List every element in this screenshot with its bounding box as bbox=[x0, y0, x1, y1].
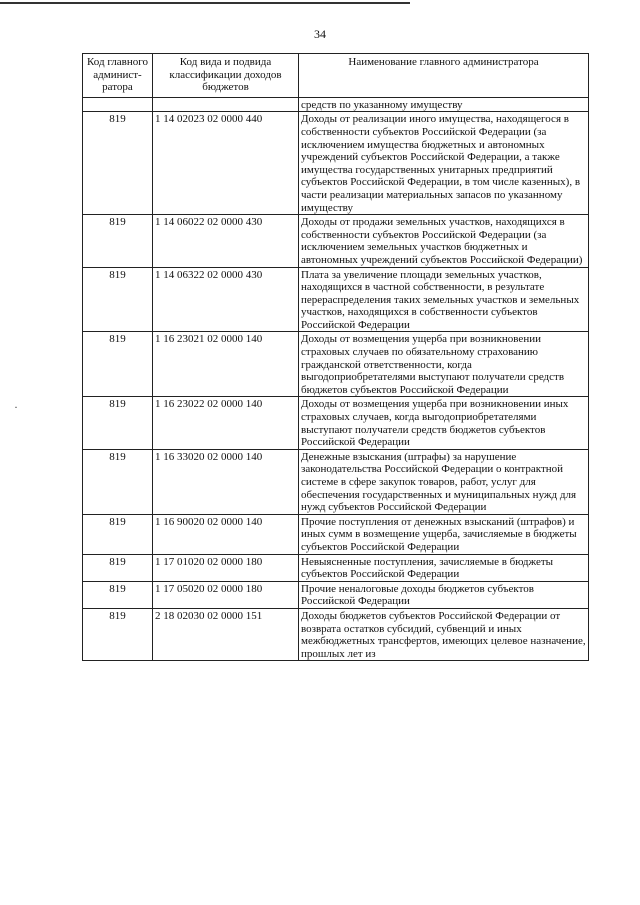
top-rule bbox=[0, 2, 410, 4]
budget-code-cell: 1 16 33020 02 0000 140 bbox=[153, 449, 299, 514]
admin-name-cell: Невыясненные поступления, зачисляемые в бюджеты субъектов Российской Федерации bbox=[299, 554, 589, 581]
admin-code-cell: 819 bbox=[83, 332, 153, 397]
budget-code-cell: 1 14 06322 02 0000 430 bbox=[153, 267, 299, 332]
scan-mark: · bbox=[14, 400, 18, 414]
table-header-row bbox=[83, 54, 589, 98]
header-budget-code: Код вида и подвида классификации доходов бюджетов bbox=[153, 54, 299, 98]
table-row bbox=[83, 332, 589, 397]
admin-name-cell: Доходы от продажи земельных участков, находящихся в собственности субъектов Российской Федерации (за исключением земельных участков бюджетных и автономных учреждений субъектов Российской Федерации) bbox=[299, 215, 589, 267]
admin-code-cell: 819 bbox=[83, 449, 153, 514]
continuation-empty-budget bbox=[153, 97, 299, 112]
admin-name-cell: Доходы от реализации иного имущества, находящегося в собственности субъектов Российской Федерации (за исключением имущества бюджетных и автономных учреждений субъектов Российской Федерации, а также имущества государственных унитарных предприятий субъектов Российской Федерации, в том числе казенных), в части реализации материальных запасов по указанному имуществу bbox=[299, 112, 589, 215]
table-row bbox=[83, 581, 589, 608]
admin-code-cell: 819 bbox=[83, 112, 153, 215]
table-row bbox=[83, 112, 589, 215]
admin-name-cell: Прочие поступления от денежных взысканий (штрафов) и иных сумм в возмещение ущерба, зачисляемые в бюджеты субъектов Российской Федерации bbox=[299, 514, 589, 554]
admin-name-cell: Плата за увеличение площади земельных участков, находящихся в частной собственности, в результате перераспределения таких земельных участков и земельных участков, находящихся в собственности субъектов Российской Федерации bbox=[299, 267, 589, 332]
budget-code-cell: 1 17 01020 02 0000 180 bbox=[153, 554, 299, 581]
admin-name-cell: Доходы бюджетов субъектов Российской Федерации от возврата остатков субсидий, субвенций и иных межбюджетных трансфертов, имеющих целевое назначение, прошлых лет из bbox=[299, 608, 589, 660]
budget-code-cell: 1 16 23022 02 0000 140 bbox=[153, 397, 299, 449]
table-row bbox=[83, 514, 589, 554]
admin-code-cell: 819 bbox=[83, 397, 153, 449]
admin-code-cell: 819 bbox=[83, 554, 153, 581]
table-row bbox=[83, 215, 589, 267]
admin-code-cell: 819 bbox=[83, 267, 153, 332]
admin-name-cell: Доходы от возмещения ущерба при возникновении иных страховых случаев, когда выгодоприобретателями выступают получатели средств бюджетов субъектов Российской Федерации bbox=[299, 397, 589, 449]
header-admin-code: Код главного админист-ратора bbox=[83, 54, 153, 98]
continuation-row bbox=[83, 97, 589, 112]
admin-name-cell: Прочие неналоговые доходы бюджетов субъектов Российской Федерации bbox=[299, 581, 589, 608]
continuation-text: средств по указанному имуществу bbox=[299, 97, 589, 112]
admin-name-cell: Денежные взыскания (штрафы) за нарушение законодательства Российской Федерации о контрактной системе в сфере закупок товаров, работ, услуг для обеспечения государственных и муниципальных нужд для нужд субъектов Российской Федерации bbox=[299, 449, 589, 514]
admin-name-cell: Доходы от возмещения ущерба при возникновении страховых случаев по обязательному страхованию гражданской ответственности, когда выгодоприобретателями выступают получатели средств бюджетов субъектов Российской Федерации bbox=[299, 332, 589, 397]
budget-code-cell: 1 14 06022 02 0000 430 bbox=[153, 215, 299, 267]
continuation-empty-code bbox=[83, 97, 153, 112]
budget-code-cell: 1 17 05020 02 0000 180 bbox=[153, 581, 299, 608]
admin-code-cell: 819 bbox=[83, 514, 153, 554]
table-row bbox=[83, 608, 589, 660]
budget-code-cell: 1 16 23021 02 0000 140 bbox=[153, 332, 299, 397]
budget-code-cell: 1 14 02023 02 0000 440 bbox=[153, 112, 299, 215]
budget-code-cell: 2 18 02030 02 0000 151 bbox=[153, 608, 299, 660]
admin-code-cell: 819 bbox=[83, 215, 153, 267]
revenue-admin-table bbox=[82, 53, 589, 661]
table-row bbox=[83, 449, 589, 514]
admin-code-cell: 819 bbox=[83, 581, 153, 608]
header-admin-name: Наименование главного администратора bbox=[299, 54, 589, 98]
admin-code-cell: 819 bbox=[83, 608, 153, 660]
page-number: 34 bbox=[314, 27, 326, 41]
table-row bbox=[83, 267, 589, 332]
budget-code-cell: 1 16 90020 02 0000 140 bbox=[153, 514, 299, 554]
table-row bbox=[83, 397, 589, 449]
table-row bbox=[83, 554, 589, 581]
